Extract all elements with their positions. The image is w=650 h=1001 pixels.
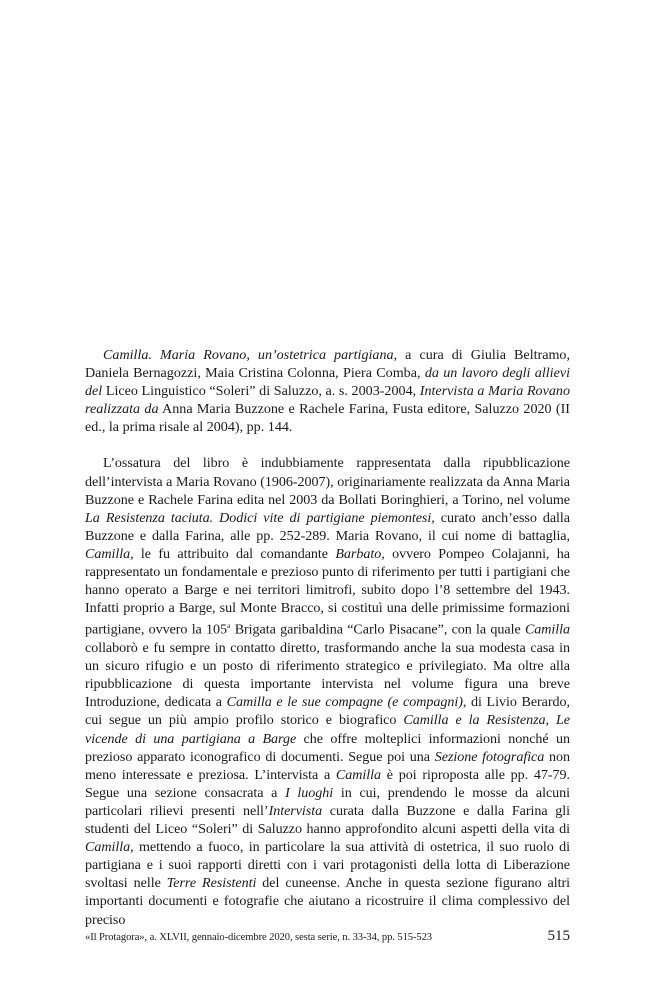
italic-span: Terre Resistenti [166, 875, 257, 892]
italic-span: Barbato, [335, 545, 385, 562]
text-span: Liceo Linguistico “Soleri” di Saluzzo, a. s. 2003-2004, [102, 383, 420, 400]
italic-span: da un lavoro degli allievi del [85, 365, 570, 400]
italic-span: Sezione fotografica [434, 748, 545, 765]
review-text [85, 346, 570, 929]
italic-span: Camilla [85, 839, 131, 856]
text-span: , le fu attribuito dal comandante [130, 545, 336, 562]
italic-span: Camilla [524, 622, 571, 638]
text-span: Anna Maria Buzzone e Rachele Farina, Fusta editore, Saluzzo 2020 (II ed., la prima risale al 2004), pp. 144. [85, 401, 570, 436]
text-span: collaborò e fu sempre in contatto diretto, trasformando anche la sua modesta casa in un sicuro rifugio e un posto di riferimento strategico e privilegiato. Ma oltre alla ripubblicazione di questa importante intervista nel volume figura una breve Introduzione, dedicata a [85, 640, 570, 711]
italic-span: Camilla [335, 766, 381, 783]
text-span: , a cura di Giulia Beltramo, Daniela Bernagozzi, Maia Cristina Colonna, Piera Comba, [85, 347, 571, 382]
page-number: 515 [547, 928, 570, 944]
text-span: ovvero Pompeo Colajanni, ha rappresentato un fondamentale e prezioso punto di riferimento per tutti i partigiani che hanno operato a Barge e nei territori limitrofi, subito dopo l’8 settembre del 1943. Infatti proprio a Barge, sul Monte Bracco, si costituì una delle primissime formazioni partigiane, ovvero la 105 [85, 545, 570, 638]
text-span: che offre molteplici informazioni nonché un prezioso apparato iconografico di documenti. Segue poi una [85, 730, 570, 765]
journal-citation: «Il Protagora», a. XLVII, gennaio-dicembre 2020, sesta serie, n. 33-34, pp. 515-523 [85, 932, 432, 943]
italic-span: I luoghi [285, 784, 334, 801]
text-span: in cui, prendendo le mosse da alcuni particolari rilievi presenti nell’ [85, 784, 571, 819]
italic-span: La Resistenza taciuta. Dodici vite di partigiane piemontesi [85, 509, 432, 526]
text-span: , curato anch’esso dalla Buzzone e dalla Farina, alle pp. 252-289. Maria Rovano, il cui nome di battaglia, [85, 509, 570, 544]
italic-span: Intervista [268, 802, 323, 819]
text-span: Brigata garibaldina “Carlo Pisacane”, con la quale [230, 622, 525, 638]
text-span: , di Livio Berardo, cui segue un più ampio profilo storico e biografico [85, 694, 571, 729]
review-body [85, 454, 570, 928]
page-footer [85, 928, 570, 945]
text-span: del cuneense. Anche in questa sezione figurano altri importanti documenti e fotografie che aiutano a ricostruire il clima complessivo del preciso [85, 875, 570, 928]
text-span: L’ossatura del libro è indubbiamente rappresentata dalla ripubblicazione dell’intervista a Maria Rovano (1906-2007), originariamente realizzata da Anna Maria Buzzone e Rachele Farina edita nel 2003 da Bollati Boringhieri, a Torino, nel volume [85, 455, 570, 508]
review-heading [85, 346, 570, 436]
text-span: è poi riproposta alle pp. 47-79. Segue una sezione consacrata a [85, 766, 570, 801]
italic-span: Intervista a Maria Rovano realizzata da [85, 383, 571, 418]
italic-span: Camilla [85, 545, 131, 562]
italic-span: Camilla e la Resistenza, Le vicende di una partigiana a Barge [85, 712, 570, 747]
italic-span: Camilla e le sue compagne (e compagni) [226, 694, 463, 711]
text-span: non meno interessate e preziosa. L’intervista a [85, 748, 571, 783]
ordinal-superscript: a [227, 621, 231, 631]
text-span: curata dalla Buzzone e dalla Farina gli studenti del Liceo “Soleri” di Saluzzo hanno approfondito alcuni aspetti della vita di [85, 802, 571, 838]
italic-span: Camilla. Maria Rovano, un’ostetrica partigiana [103, 347, 394, 363]
text-span: , mettendo a fuoco, in particolare la sua attività di ostetrica, il suo ruolo di partigiana e i suoi rapporti diretti con i vari protagonisti della lotta di Liberazione svoltasi nelle [85, 839, 570, 892]
